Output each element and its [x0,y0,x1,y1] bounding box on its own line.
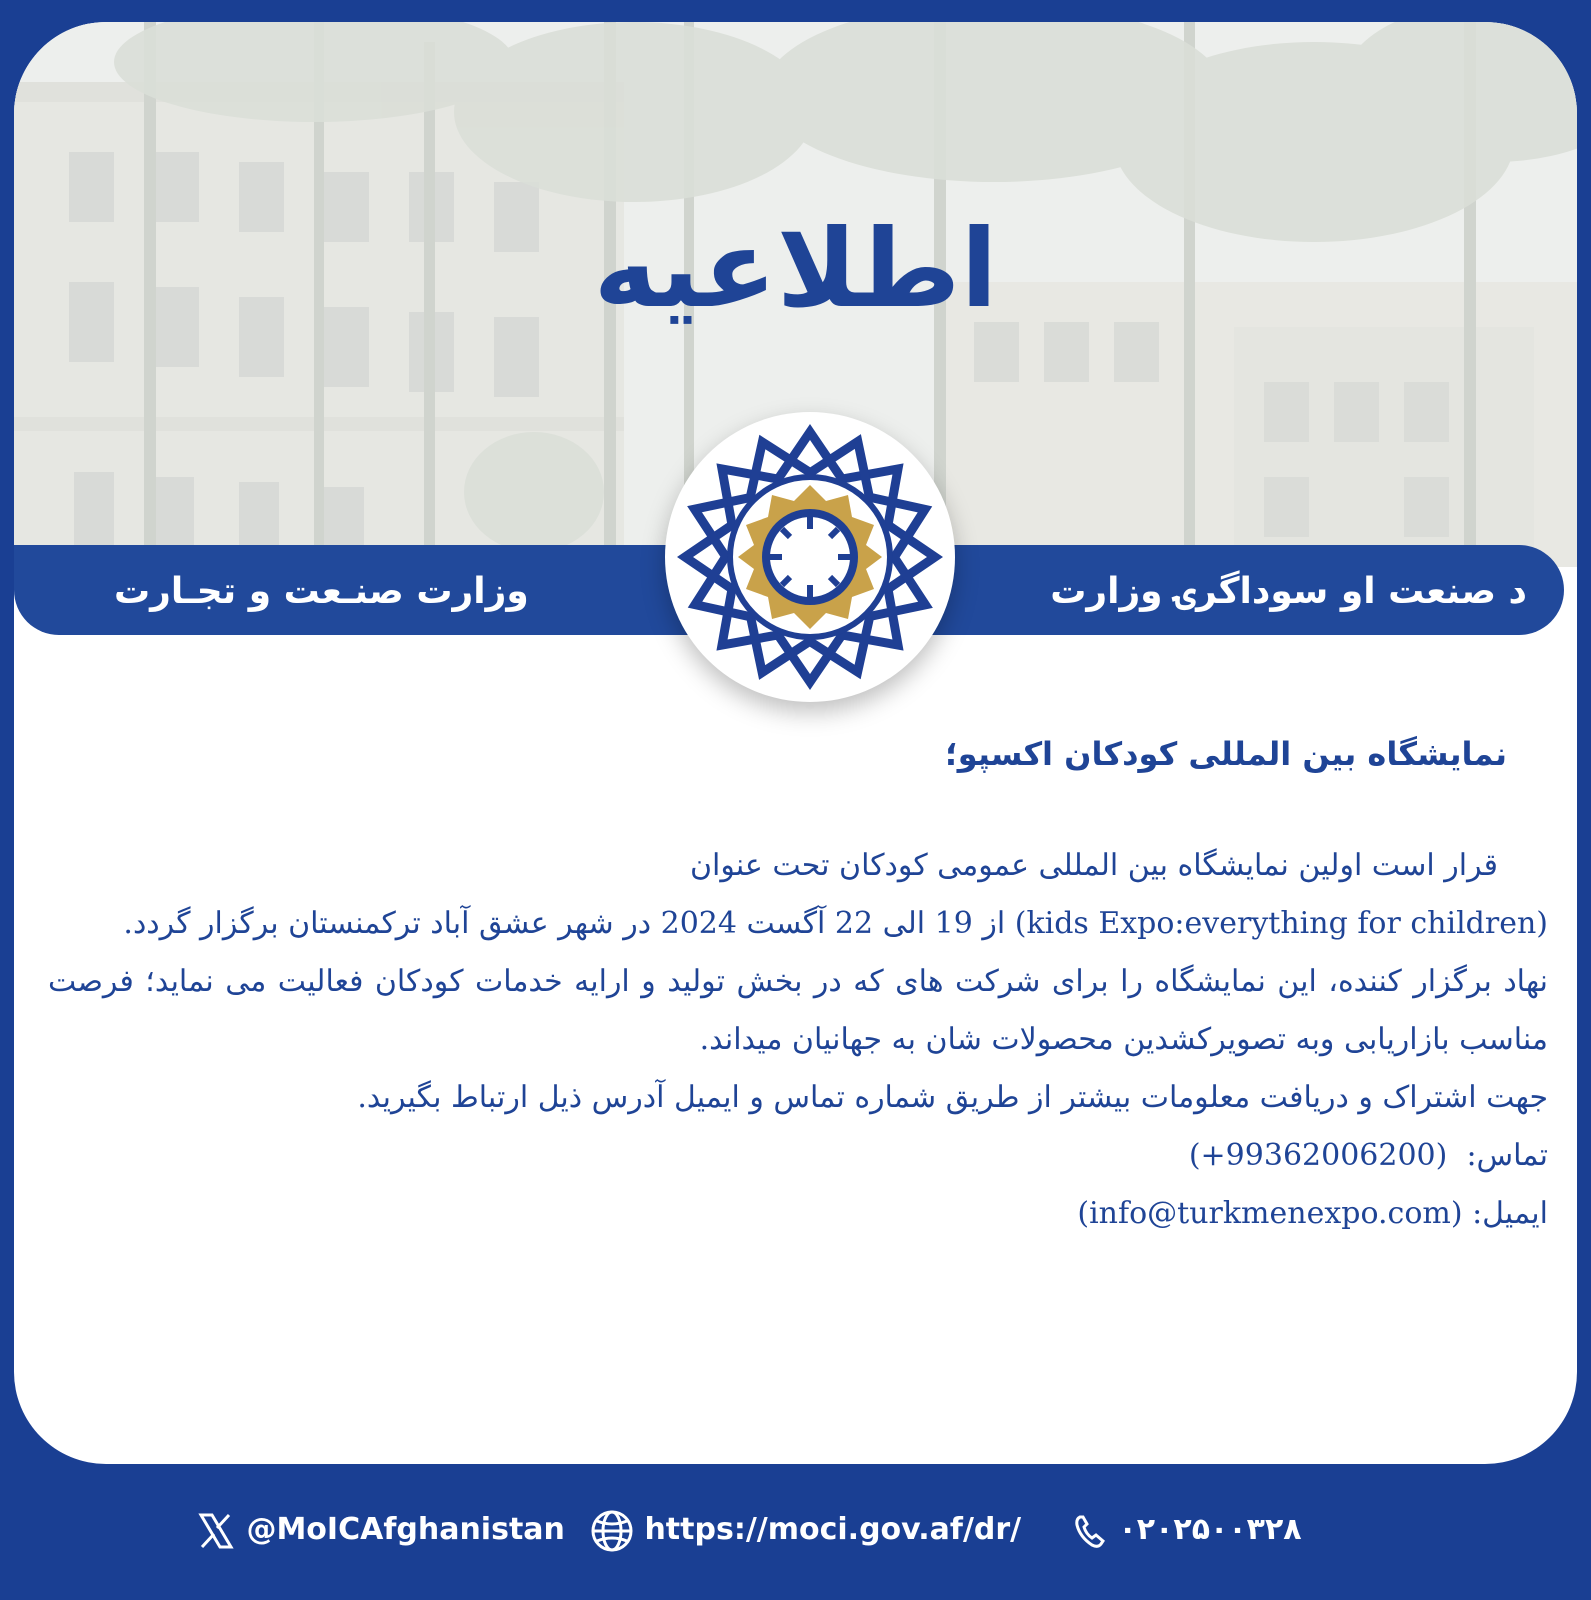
event-heading: نمایشگاه بین المللی کودکان اکسپو؛ [944,735,1507,773]
notice-card [14,22,1577,1464]
phone-icon [1072,1511,1108,1551]
website-url: https://moci.gov.af/dr/ [644,1512,1022,1547]
x-handle-link[interactable] [196,1500,565,1560]
ministry-emblem [665,412,955,702]
ministry-name-pashto: د صنعت او سوداگرۍ وزارت [1050,571,1527,612]
notice-body [48,837,1548,1243]
email-label: ایمیل: [1472,1196,1548,1231]
email-value[interactable]: (info@turkmenexpo.com) [1077,1196,1463,1231]
phone-label: تماس: [1466,1138,1548,1173]
phone-line [48,1127,1548,1185]
globe-icon [590,1509,634,1553]
para2: نهاد برگزار کننده، این نمایشگاه را برای شرکت های که در بخش تولید و ارایه خدمات کودکان فعالیت می نماید؛ فرصت مناسب بازاریابی وبه تصویرکشدین محصولات شان به جهانیان میداند. [48,964,1548,1057]
para1-intro: قرار است اولین نمایشگاه بین المللی عمومی کودکان تحت عنوان [689,848,1498,883]
para3: جهت اشتراک و دریافت معلومات بیشتر از طریق شماره تماس و ایمیل آدرس ذیل ارتباط بگیرید. [357,1080,1548,1115]
phone-value[interactable]: (+99362006200) [1188,1138,1448,1173]
x-handle: @MoICAfghanistan [246,1512,565,1547]
ministry-name-dari: وزارت صنـعت و تجـارت [114,571,529,612]
footer-phone: ۰۲۰۲۵۰۰۳۲۸ [1118,1512,1302,1547]
x-logo-icon [196,1511,236,1551]
para1-details [48,895,1548,953]
ministry-emblem-icon [665,412,955,702]
footer-bar [0,1500,1591,1560]
notice-title: اطلاعیه [593,207,998,332]
event-name: (kids Expo:everything for children) [1014,906,1548,941]
email-line [48,1185,1548,1243]
website-link[interactable] [590,1500,1021,1560]
phone-link[interactable] [1072,1500,1302,1560]
event-dates-location: از 19 الی 22 آگست 2024 در شهر عشق آباد ترکمنستان برگزار گردد. [123,906,1006,941]
